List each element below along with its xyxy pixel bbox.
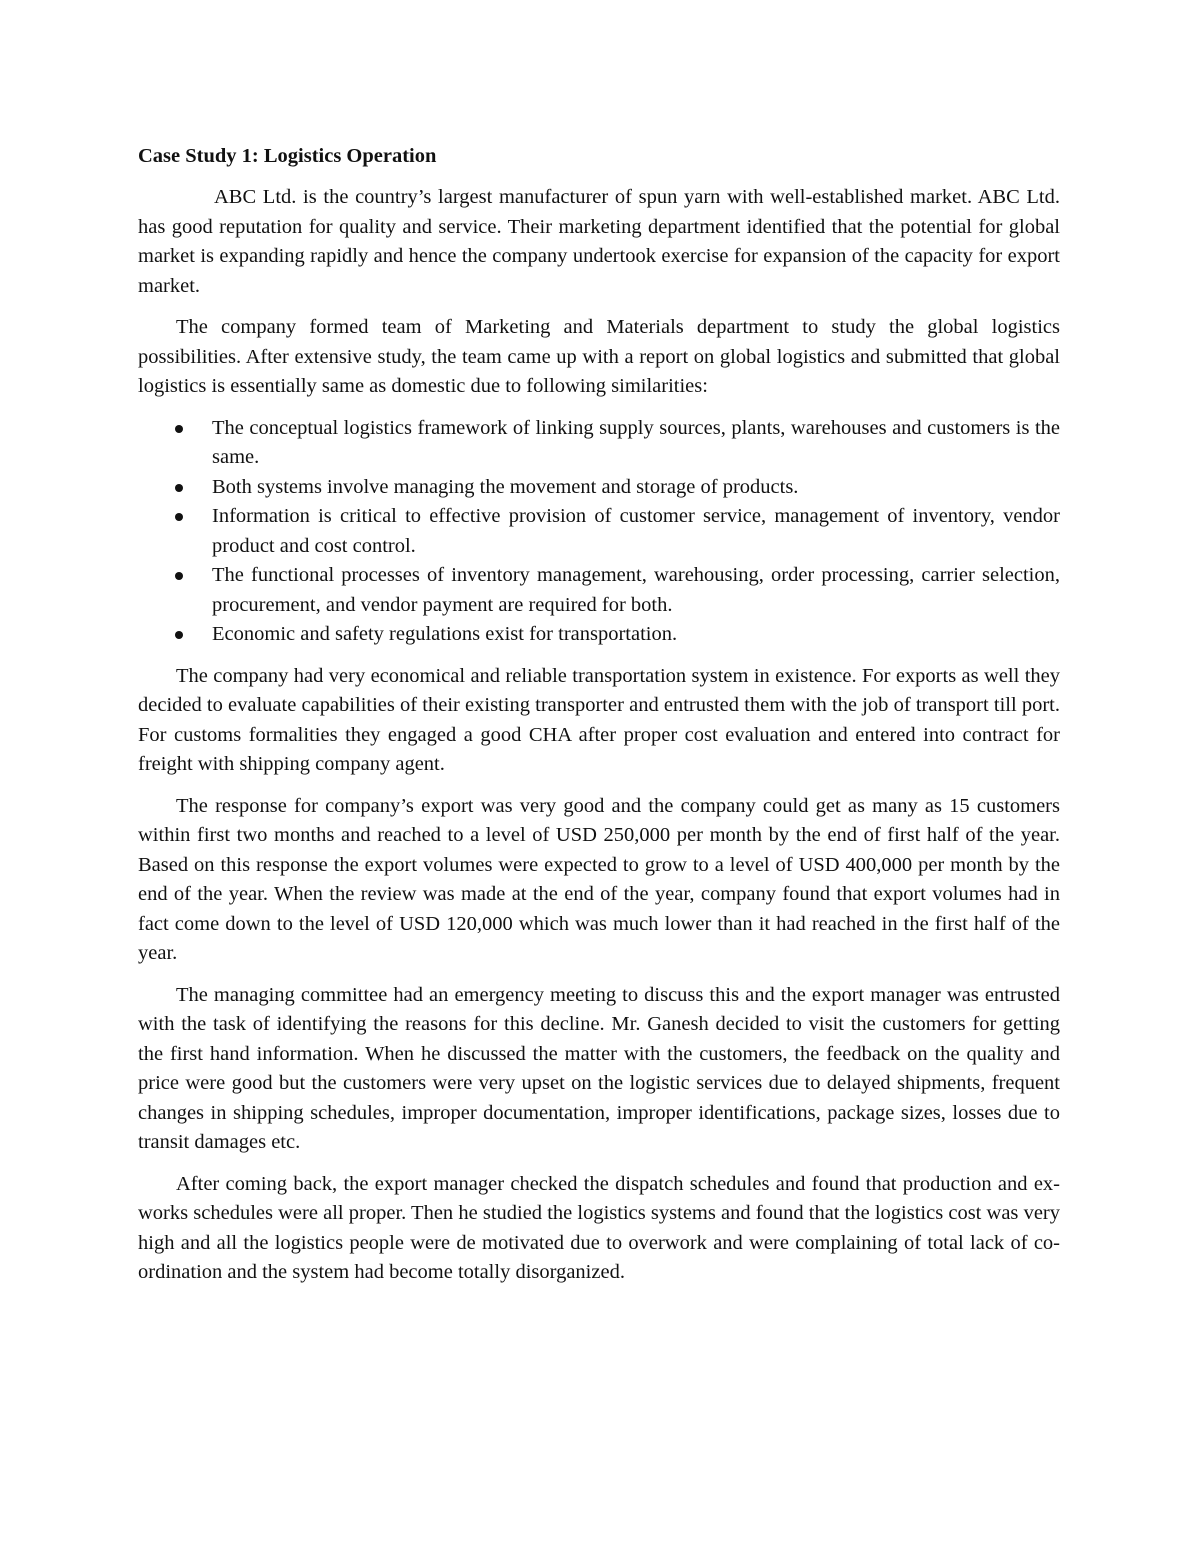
case-study-title: Case Study 1: Logistics Operation bbox=[138, 145, 437, 167]
transportation-paragraph: The company had very economical and reliable transportation system in existence. For exports as well they decided to evaluate capabilities of their existing transporter and entrusted them with the job of transport till port. For customs formalities they engaged a good CHA after proper cost evaluation and entered into contract for freight with shipping company agent. bbox=[138, 664, 1060, 775]
list-item bbox=[138, 561, 1060, 620]
list-item-text: Information is critical to effective provision of customer service, management of inventory, vendor product and cost control. bbox=[212, 505, 1060, 557]
similarities-list bbox=[138, 414, 1060, 650]
logistics-review-paragraph: After coming back, the export manager checked the dispatch schedules and found that production and ex-works schedules were all proper. Then he studied the logistics systems and found that the logistics cost was very high and all the logistics people were de motivated due to overwork and were complaining of total lack of co-ordination and the system had become totally disorganized. bbox=[138, 1172, 1060, 1283]
list-item-text: Economic and safety regulations exist for transportation. bbox=[212, 623, 678, 645]
list-item bbox=[138, 414, 1060, 473]
bullet-icon bbox=[175, 513, 183, 521]
bullet-icon bbox=[175, 572, 183, 580]
export-response-paragraph: The response for company’s export was very good and the company could get as many as 15 customers within first two months and reached to a level of USD 250,000 per month by the end of first half of the year. Based on this response the export volumes were expected to grow to a level of USD 400,000 per month by the end of the year. When the review was made at the end of the year, company found that export volumes had in fact come down to the level of USD 120,000 which was much lower than it had reached in the first half of the year. bbox=[138, 794, 1060, 964]
bullet-icon bbox=[175, 631, 183, 639]
document-body bbox=[138, 141, 1060, 1300]
committee-meeting-paragraph: The managing committee had an emergency meeting to discuss this and the export manager was entrusted with the task of identifying the reasons for this decline. Mr. Ganesh decided to visit the customers for getting the first hand information. When he discussed the matter with the customers, the feedback on the quality and price were good but the customers were very upset on the logistic services due to delayed shipments, frequent changes in shipping schedules, improper documentation, improper identifications, package sizes, losses due to transit damages etc. bbox=[138, 983, 1060, 1153]
list-item-text: The functional processes of inventory management, warehousing, order processing, carrier selection, procurement, and vendor payment are required for both. bbox=[212, 564, 1060, 616]
list-item bbox=[138, 620, 1060, 650]
list-item-text: Both systems involve managing the movement and storage of products. bbox=[212, 475, 799, 498]
intro-paragraph: ABC Ltd. is the country’s largest manufacturer of spun yarn with well-established market. ABC Ltd. has good reputation for quality and service. Their marketing department identified that the potential for global market is expanding rapidly and hence the company undertook exercise for expansion of the capacity for export market. bbox=[138, 186, 1060, 297]
list-item bbox=[138, 502, 1060, 561]
list-item-text: The conceptual logistics framework of linking supply sources, plants, warehouses and customers is the same. bbox=[212, 416, 1060, 468]
list-item bbox=[138, 473, 1060, 503]
bullet-icon bbox=[175, 425, 183, 433]
bullet-icon bbox=[175, 484, 183, 492]
team-study-paragraph: The company formed team of Marketing and Materials department to study the global logistics possibilities. After extensive study, the team came up with a report on global logistics and submitted that global logistics is essentially same as domestic due to following similarities: bbox=[138, 316, 1060, 397]
